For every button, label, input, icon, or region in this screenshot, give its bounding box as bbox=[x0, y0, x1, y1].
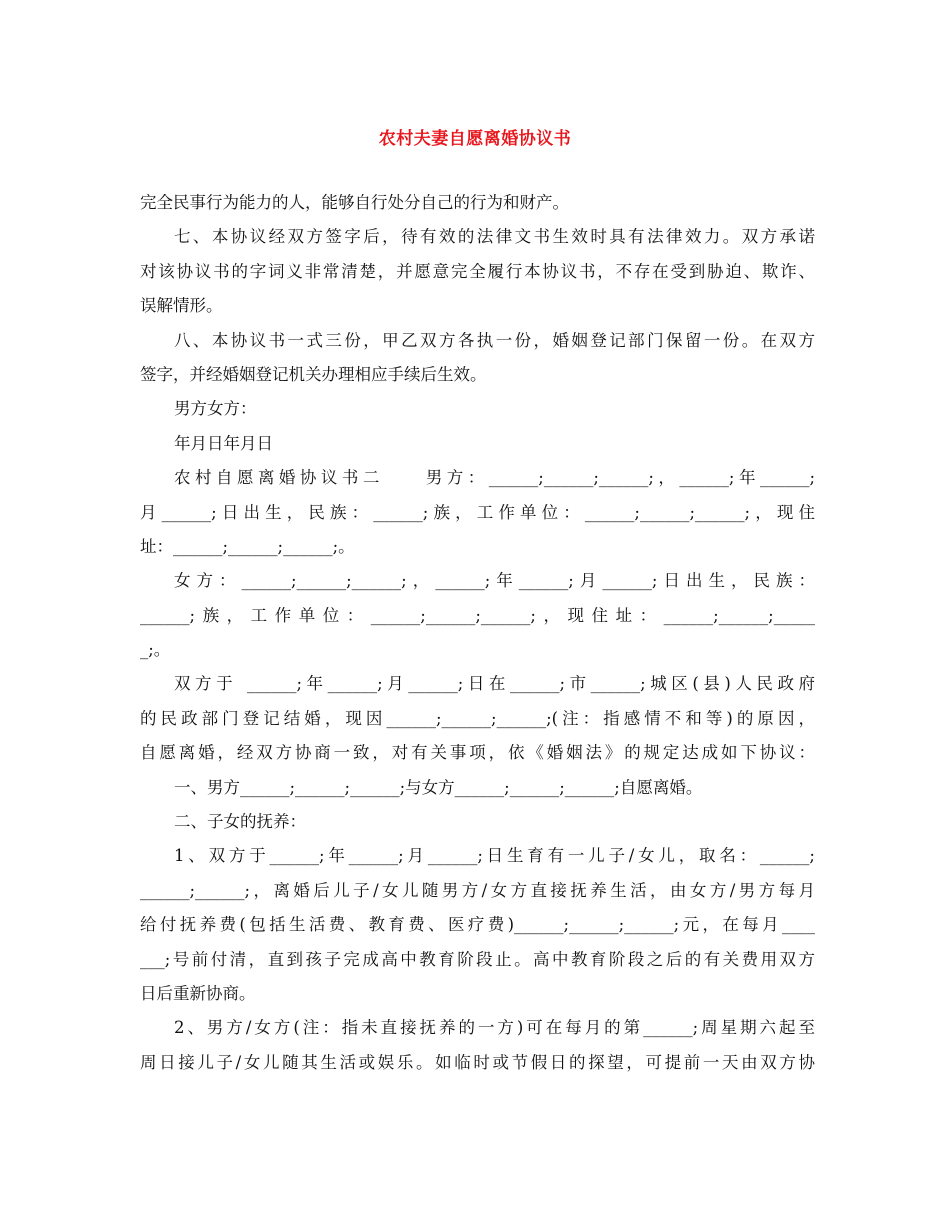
body-line: 一、男方______;______;______;与女方______;______;______;自愿离婚。 bbox=[174, 777, 703, 797]
body-line: 二、子女的抚养： bbox=[174, 812, 306, 832]
body-line: 年月日年月日 bbox=[174, 433, 273, 453]
body-line: 给付抚养费(包括生活费、教育费、医疗费)______;______;______;元，在每月____ bbox=[140, 915, 815, 935]
body-line: 误解情形。 bbox=[140, 296, 223, 316]
body-line: 日后重新协商。 bbox=[140, 983, 256, 1003]
body-line: 男方女方： bbox=[174, 399, 257, 419]
body-line: 2、男方/女方(注：指未直接抚养的一方)可在每月的第______;周星期六起至 bbox=[174, 1018, 815, 1038]
body-line: 签字，并经婚姻登记机关办理相应手续后生效。 bbox=[140, 364, 487, 384]
body-line: ______;______;，离婚后儿子/女儿随男方/女方直接抚养生活，由女方/男方每月 bbox=[140, 880, 815, 900]
body-line: 双方于 ______;年______;月______;日在______;市______;城区(县)人民政府 bbox=[174, 674, 815, 694]
body-line: 的民政部门登记结婚，现因______;______;______;(注：指感情不和等)的原因， bbox=[140, 708, 815, 728]
body-line: 农村自愿离婚协议书二 男方：______;______;______;，______;年______; bbox=[174, 468, 815, 488]
body-line: 自愿离婚，经双方协商一致，对有关事项，依《婚姻法》的规定达成如下协议： bbox=[140, 743, 815, 763]
body-line: ______;族，工作单位：______;______;______;，现住址：______;______;_____ bbox=[140, 605, 815, 625]
body-line: 址：______;______;______;。 bbox=[140, 536, 355, 556]
body-line: 八、本协议书一式三份，甲乙双方各执一份，婚姻登记部门保留一份。在双方 bbox=[174, 330, 815, 350]
body-line: 完全民事行为能力的人，能够自行处分自己的行为和财产。 bbox=[140, 193, 569, 212]
body-line: _;。 bbox=[140, 640, 171, 660]
body-line: 七、本协议经双方签字后，待有效的法律文书生效时具有法律效力。双方承诺 bbox=[174, 227, 815, 247]
document-body bbox=[140, 186, 815, 1080]
document-title: 农村夫妻自愿离婚协议书 bbox=[378, 129, 572, 149]
body-line: 女方：______;______;______;，______;年______;月______;日出生，民族： bbox=[174, 571, 815, 591]
body-line: 1、双方于______;年______;月______;日生育有一儿子/女儿，取名：______; bbox=[174, 846, 815, 866]
body-line: 对该协议书的字词义非常清楚，并愿意完全履行本协议书，不存在受到胁迫、欺诈、 bbox=[140, 261, 815, 281]
body-line: 周日接儿子/女儿随其生活或娱乐。如临时或节假日的探望，可提前一天由双方协 bbox=[140, 1052, 815, 1072]
body-line: ___;号前付清，直到孩子完成高中教育阶段止。高中教育阶段之后的有关费用双方 bbox=[140, 949, 815, 969]
body-line: 月______;日出生，民族：______;族，工作单位：______;______;______;，现住 bbox=[140, 502, 815, 522]
